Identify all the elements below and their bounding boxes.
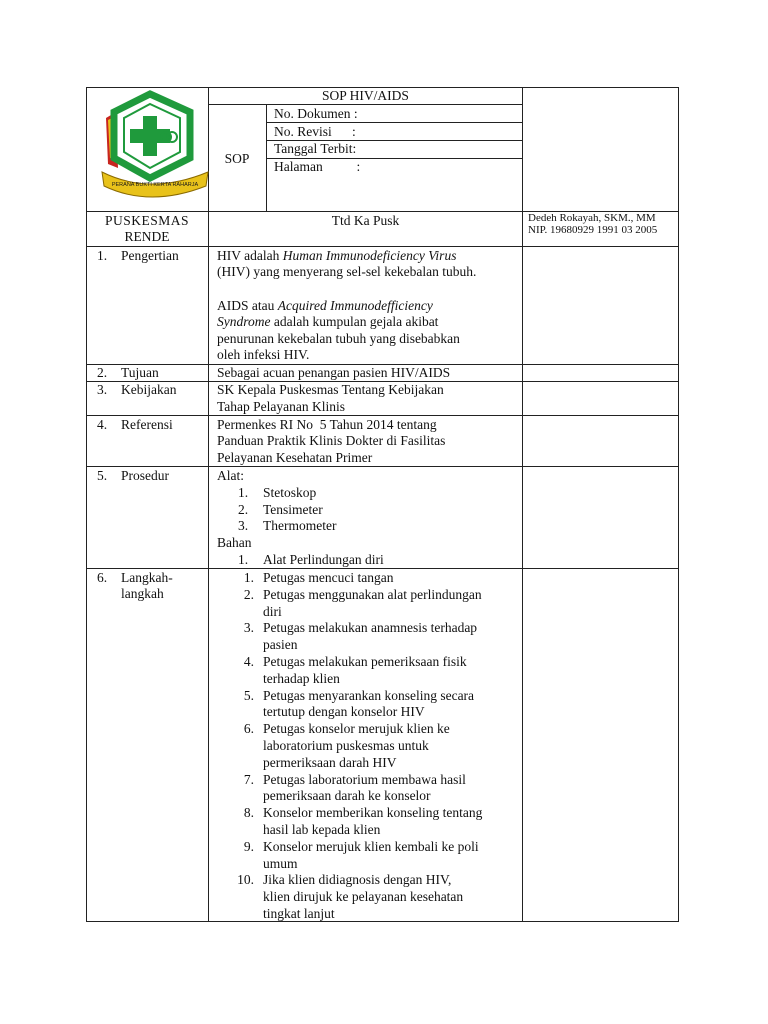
doc-field-halaman: Halaman : [274,159,361,174]
section-number: 3. [97,382,108,397]
section-label: Referensi [121,417,173,432]
sop-label: SOP [224,151,250,166]
signature-label: Ttd Ka Pusk [331,213,400,228]
section-number: 1. [97,248,108,263]
section-number: 4. [97,417,108,432]
step-text: laboratorium puskesmas untuk [263,737,429,753]
table-border [86,415,679,416]
step-number: 7. [243,771,254,787]
step-text: Petugas melakukan anamnesis terhadap [263,620,478,636]
step-text: tingkat lanjut [263,905,335,921]
list-item: 2. Tensimeter [238,502,323,517]
materials-heading: Bahan [217,535,252,550]
step-number: 10. [237,872,254,888]
step-text: hasil lab kepada klien [263,821,381,837]
section-label: langkah [121,586,164,601]
step-text: umum [263,855,298,871]
step-text: klien dirujuk ke pelayanan kesehatan [263,889,464,905]
org-name: PUSKESMAS [104,213,190,228]
step-number: 3. [243,620,254,636]
section-label: Kebijakan [121,382,177,397]
definition-text: HIV adalah Human Immunodeficiency Virus [217,248,457,263]
step-number: 9. [243,838,254,854]
svg-text:PERANA BUKTI KERTA RAHARJA: PERANA BUKTI KERTA RAHARJA [111,182,199,188]
step-text: Konselor memberikan konseling tentang [263,805,483,821]
policy-text: SK Kepala Puskesmas Tentang Kebijakan [217,382,444,397]
step-text: tertutup dengan konselor HIV [263,704,425,720]
step-text: Petugas melakukan pemeriksaan fisik [263,654,467,669]
step-number: 2. [243,586,254,602]
definition-text: Syndrome adalah kumpulan gejala akibat [217,314,439,329]
table-border [208,104,523,105]
list-item: 1. Alat Perlindungan diri [238,552,384,567]
section-label: Langkah- [121,570,173,585]
section-number: 5. [97,468,108,483]
step-number: 4. [243,654,254,669]
table-border [266,122,523,123]
step-text: Petugas menyarankan konseling secara [263,687,475,703]
step-text: Petugas laboratorium membawa hasil [263,771,466,787]
section-label: Prosedur [121,468,169,483]
reference-text: Pelayanan Kesehatan Primer [217,450,373,465]
signer-nip: NIP. 19680929 1991 03 2005 [528,224,658,236]
document-title: SOP HIV/AIDS [322,88,409,103]
definition-text: AIDS atau Acquired Immunodefficiency [217,298,433,313]
section-label: Tujuan [121,365,159,380]
step-text: Petugas mencuci tangan [263,570,394,585]
step-text: pasien [263,637,298,653]
step-text: diri [263,603,282,619]
step-text: pemeriksaan darah ke konselor [263,788,431,804]
definition-text: (HIV) yang menyerang sel-sel kekebalan tubuh. [217,264,477,279]
step-text: Konselor merujuk klien kembali ke poli [263,838,479,854]
step-number: 5. [243,687,254,703]
signer-name: Dedeh Rokayah, SKM., MM [528,212,656,224]
table-border [86,568,679,569]
doc-field-tanggal: Tanggal Terbit: [274,141,357,156]
list-item: 3. Thermometer [238,518,337,533]
doc-field-revisi: No. Revisi : [274,124,356,139]
policy-text: Tahap Pelayanan Klinis [217,399,346,414]
reference-text: Permenkes RI No 5 Tahun 2014 tentang [217,417,437,432]
table-border [86,246,679,247]
step-text: permeriksaan darah HIV [263,754,397,770]
step-number: 6. [243,721,254,737]
step-number: 8. [243,805,254,821]
org-name: RENDE [124,229,170,244]
tools-heading: Alat: [217,468,244,483]
table-border [86,466,679,467]
puskesmas-logo-icon [100,90,210,198]
definition-text: oleh infeksi HIV. [217,347,310,362]
step-text: Jika klien didiagnosis dengan HIV, [263,872,452,888]
section-number: 6. [97,570,108,585]
section-label: Pengertian [121,248,179,263]
purpose-text: Sebagai acuan penangan pasien HIV/AIDS [217,365,451,380]
list-item: 1. Stetoskop [238,485,317,500]
table-border [86,921,679,922]
section-number: 2. [97,365,108,380]
step-text: Petugas konselor merujuk klien ke [263,721,450,737]
reference-text: Panduan Praktik Klinis Dokter di Fasilitas [217,433,446,448]
step-text: terhadap klien [263,670,340,686]
table-border [678,87,679,922]
step-text: Petugas menggunakan alat perlindungan [263,586,482,602]
definition-text: penurunan kekebalan tubuh yang disebabkan [217,331,460,346]
step-number: 1. [243,570,254,585]
doc-field-nomor: No. Dokumen : [274,106,358,121]
